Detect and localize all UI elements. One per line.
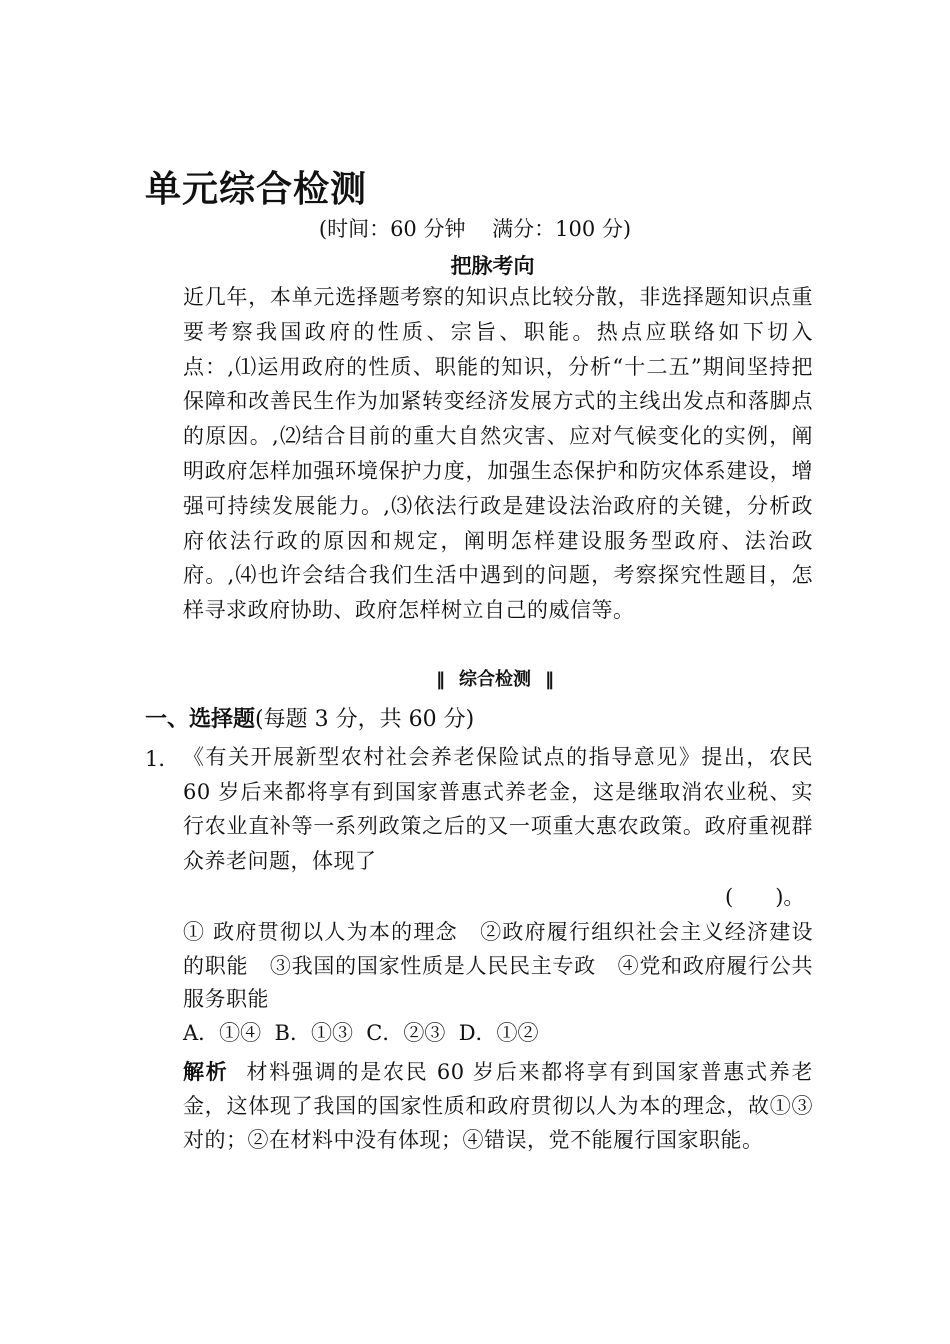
answer-choices: A．①④ B．①③ C．②③ D．①②: [183, 1021, 539, 1045]
exam-time-score: (时间：60 分钟 满分：100 分): [318, 217, 632, 241]
answer-blank: ( )。: [725, 885, 805, 909]
part-heading: [145, 704, 474, 736]
intro-paragraph: 近几年，本单元选择题考察的知识点比较分散，非选择题知识点重要考察我国政府的性质、宗旨、职能。热点应联络如下切入点：,⑴运用政府的性质、职能的知识，分析“十二五”期间坚持把保障和改善民生作为加紧转变经济发展方式的主线出发点和落脚点的原因。,⑵结合目前的重大自然灾害、应对气候变化的实例，阐明政府怎样加强环境保护力度，加强生态保护和防灾体系建设，增强可持续发展能力。,⑶依法行政是建设法治政府的关键，分析政府依法行政的原因和规定，阐明怎样建设服务型政府、法治政府。,⑷也许会结合我们生活中遇到的问题，考察探究性题目，怎样寻求政府协助、政府怎样树立自己的威信等。: [183, 285, 813, 623]
analysis-block: [183, 1055, 813, 1157]
divider-label: 综合检测: [459, 669, 531, 690]
section-heading-trends: 把脉考向: [450, 254, 535, 278]
question-number: 1．: [145, 747, 180, 771]
page-title: 单元综合检测: [145, 169, 368, 210]
analysis-label: 解析: [183, 1060, 229, 1084]
divider-bar-right: ‖: [545, 669, 554, 690]
question-options: ① 政府贯彻以人为本的理念 ②政府履行组织社会主义经济建设的职能 ③我国的国家性质是人民民主专政 ④党和政府履行公共服务职能: [183, 920, 813, 1011]
part-title: 一、选择题: [145, 707, 256, 732]
divider-bar-left: ‖: [436, 669, 445, 690]
section-divider: [0, 667, 950, 693]
question-stem: 《有关开展新型农村社会养老保险试点的指导意见》提出，农民 60 岁后来都将享有到国家普惠式养老金，这是继取消农业税、实行农业直补等一系列政策之后的又一项重大惠农政策。政府重视群众养老问题，体现了: [183, 745, 813, 873]
part-note: (每题 3 分，共 60 分): [255, 707, 475, 732]
analysis-text: 材料强调的是农民 60 岁后来都将享有到国家普惠式养老金，这体现了我国的国家性质和政府贯彻以人为本的理念，故①③对的；②在材料中没有体现；④错误，党不能履行国家职能。: [183, 1060, 813, 1152]
